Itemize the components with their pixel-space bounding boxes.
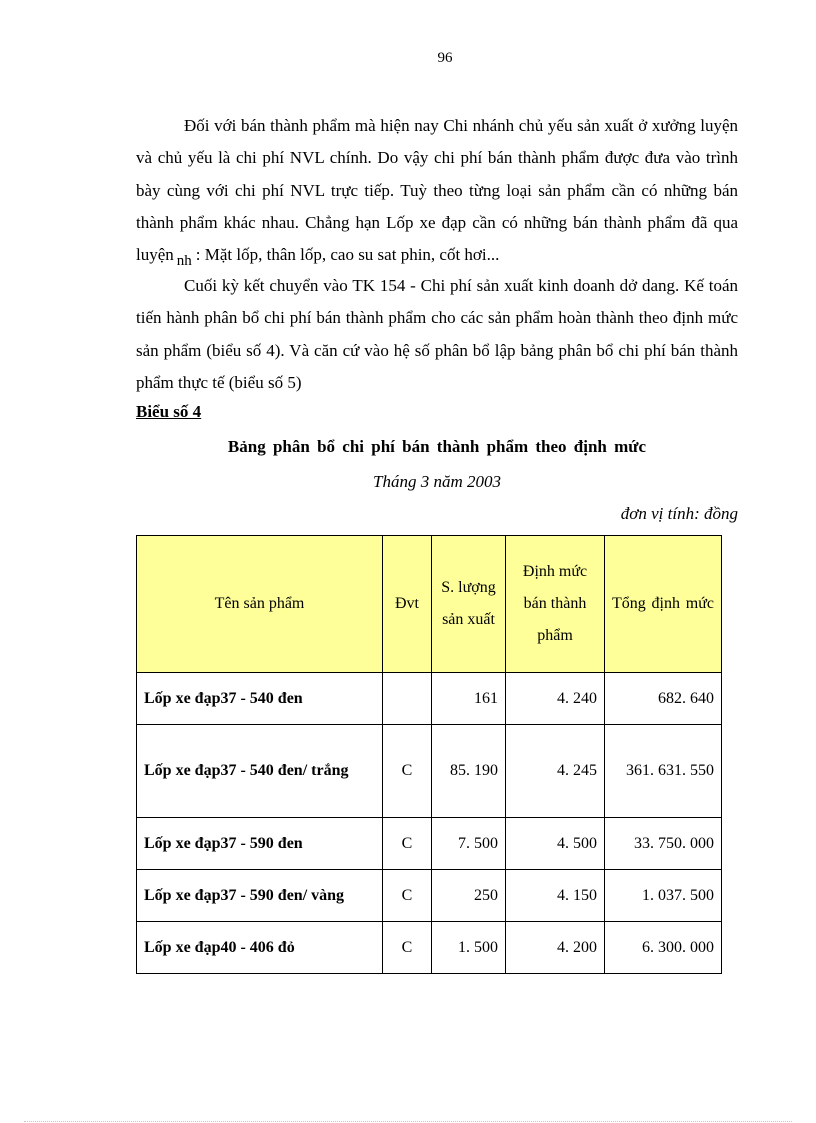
table-row	[137, 922, 722, 974]
header-quantity: S. lượng sản xuất	[432, 536, 506, 673]
cell-norm: 4. 200	[506, 922, 605, 974]
cell-product-name: Lốp xe đạp37 - 540 đen/ trắng	[137, 725, 383, 818]
table-row	[137, 818, 722, 870]
table-label: Biểu số 4	[136, 402, 202, 421]
cell-total-norm: 682. 640	[605, 673, 722, 725]
table-subtitle: Tháng 3 năm 2003	[373, 472, 501, 491]
table-title: Bảng phân bổ chi phí bán thành phẩm theo định mức	[227, 437, 647, 456]
cell-unit: C	[383, 725, 432, 818]
allocation-table	[136, 535, 722, 974]
table-header-row	[137, 536, 722, 673]
table-row	[137, 725, 722, 818]
page-number: 96	[437, 50, 453, 66]
cell-total-norm: 33. 750. 000	[605, 818, 722, 870]
paragraph-period-end-transfer: Cuối kỳ kết chuyển vào TK 154 - Chi phí sản xuất kinh doanh dở dang. Kế toán tiến hành phân bổ chi phí bán thành phẩm cho các sản phẩm hoàn thành theo định mức sản phẩm (biểu số 4). Và căn cứ vào hệ số phân bổ lập bảng phân bổ chi phí bán thành phẩm thực tế (biểu số 5)	[136, 276, 738, 392]
paragraph-text: Đối với bán thành phẩm mà hiện nay Chi nhánh chủ yếu sản xuất ở xưởng luyện và chủ yếu là chi phí NVL chính. Do vậy chi phí bán thành phẩm được đưa vào trình bày cùng với chi phí NVL trực tiếp. Tuỳ theo từng loại sản phẩm cần có những bán thành phẩm khác nhau. Chẳng hạn Lốp xe đạp cần có những bán thành phẩm đã qua luyện	[136, 116, 738, 265]
cell-product-name: Lốp xe đạp37 - 590 đen/ vàng	[137, 870, 383, 922]
table-row	[137, 673, 722, 725]
cell-unit: C	[383, 922, 432, 974]
cell-unit: C	[383, 818, 432, 870]
cell-quantity: 1. 500	[432, 922, 506, 974]
table-row	[137, 870, 722, 922]
cell-product-name: Lốp xe đạp37 - 540 đen	[137, 673, 383, 725]
cell-quantity: 85. 190	[432, 725, 506, 818]
cell-norm: 4. 245	[506, 725, 605, 818]
cell-product-name: Lốp xe đạp37 - 590 đen	[137, 818, 383, 870]
cell-product-name: Lốp xe đạp40 - 406 đỏ	[137, 922, 383, 974]
cell-total-norm: 6. 300. 000	[605, 922, 722, 974]
paragraph-tail-text: : Mặt lốp, thân lốp, cao su sat phin, cốt hơi...	[195, 245, 500, 265]
cell-norm: 4. 500	[506, 818, 605, 870]
page-bottom-divider	[24, 1121, 792, 1122]
cell-norm: 4. 150	[506, 870, 605, 922]
subscript-text: nh	[176, 253, 192, 270]
unit-note: đơn vị tính: đồng	[620, 504, 738, 523]
cell-unit: C	[383, 870, 432, 922]
paragraph-semi-finished-products	[136, 110, 738, 277]
cell-total-norm: 361. 631. 550	[605, 725, 722, 818]
cell-norm: 4. 240	[506, 673, 605, 725]
cell-quantity: 161	[432, 673, 506, 725]
header-unit: Đvt	[383, 536, 432, 673]
header-norm: Định mức bán thành phẩm	[506, 536, 605, 673]
header-total-norm: Tổng định mức	[605, 536, 722, 673]
header-product-name: Tên sản phẩm	[137, 536, 383, 673]
cell-total-norm: 1. 037. 500	[605, 870, 722, 922]
cell-quantity: 250	[432, 870, 506, 922]
cell-unit	[383, 673, 432, 725]
cell-quantity: 7. 500	[432, 818, 506, 870]
